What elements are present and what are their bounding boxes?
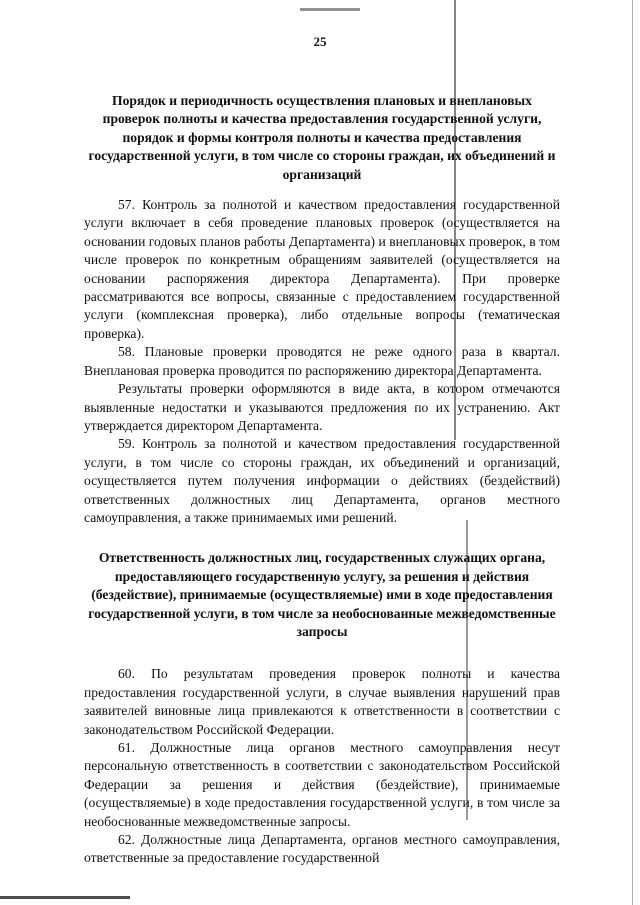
paragraph-57: 57. Контроль за полнотой и качеством предоставления государственной услуги включает в себя проведение плановых проверок (осуществляется на основании годовых планов работы Департамента) и внеплановых проверок, в том числе проверок по конкретным обращениям заявителей (осуществляется на основании распоряжения директора Департамента). При проверке рассматриваются все вопросы, связанные с предоставлением государственной услуги (комплексная проверка), либо отдельные вопросы (тематическая проверка). <box>84 197 560 341</box>
document-body <box>84 92 560 868</box>
scan-margin-line <box>632 0 633 905</box>
section-heading: Ответственность должностных лиц, государственных служащих органа, предоставляющего государственную услугу, за решения и действия (бездействие), принимаемые (осуществляемые) ими в ходе предоставления государственной услуги, в том числе за необоснованные межведомственные запросы <box>88 550 556 639</box>
scan-edge-smudge <box>300 8 360 11</box>
paragraph-59: 59. Контроль за полнотой и качеством предоставления государственной услуги, в том числе со стороны граждан, их объединений и организаций, осуществляется путем получения информации о действиях (бездействий) ответственных должностных лиц Департамента, органов местного самоуправления, а также принимаемых ими решений. <box>84 436 560 525</box>
paragraph-results: Результаты проверки оформляются в виде акта, в котором отмечаются выявленные недостатки и указываются предложения по их устранению. Акт утверждается директором Департамента. <box>84 381 560 433</box>
page-number: 25 <box>313 34 327 49</box>
paragraph-61: 61. Должностные лица органов местного самоуправления несут персональную ответственность в соответствии с законодательством Российской Федерации за решения и действия (бездействие), принимаемые (осуществляемые) в ходе предоставления государственной услуги, в том числе за необоснованные межведомственные запросы. <box>84 740 560 829</box>
paragraph-60: 60. По результатам проведения проверок полноты и качества предоставления государственной услуги, в случае выявления нарушений прав заявителей виновные лица привлекаются к ответственности в соответствии с законодательством Российской Федерации. <box>84 666 560 737</box>
paragraph-58: 58. Плановые проверки проводятся не реже одного раза в квартал. Внеплановая проверка проводится по распоряжению директора Департамента. <box>84 344 560 378</box>
section-heading: Порядок и периодичность осуществления плановых и внеплановых проверок полноты и качества предоставления государственной услуги, порядок и формы контроля полноты и качества предоставления государственной услуги, в том числе со стороны граждан, их объединений и организаций <box>88 93 556 182</box>
paragraph-62: 62. Должностные лица Департамента, органов местного самоуправления, ответственные за предоставление государственной <box>84 832 560 866</box>
scan-edge-smudge <box>0 896 130 899</box>
